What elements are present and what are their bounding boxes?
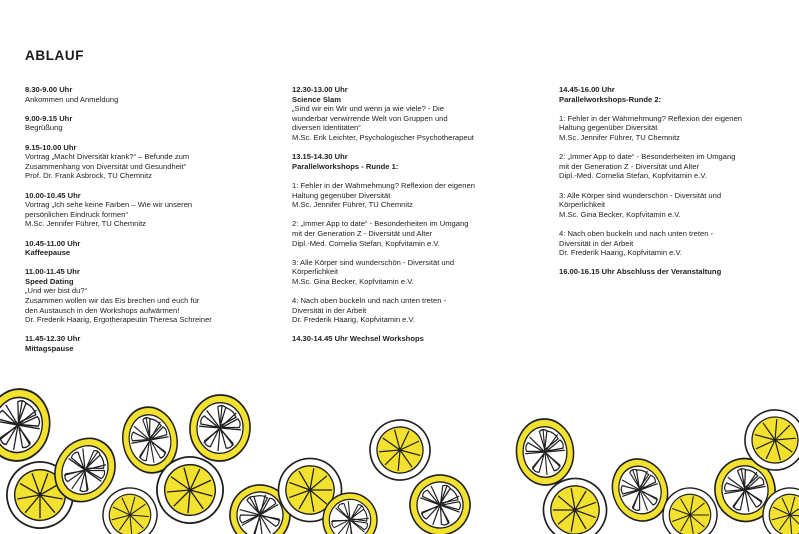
session-title: Kaffeepause [25,248,71,258]
speaker-line: M.Sc. Gina Becker, Kopfvitamin e.V. [292,276,414,286]
workshop-item [292,258,537,287]
description-line: Begrüßung [25,123,63,133]
time-label: 10.45-11.00 Uhr [25,238,81,248]
speaker-line: M.Sc. Erik Leichter, Psychologischer Psychotherapeut [292,132,474,142]
schedule-item [25,191,270,229]
schedule-item [292,334,537,344]
description-line: 1: Fehler in der Wahrnehmung? Reflexion der eigenen [559,113,742,123]
workshop-item [292,219,537,248]
session-title: Speed Dating [25,276,74,286]
schedule-item [559,267,799,277]
speaker-line: Dipl.-Med. Cornelia Stefan, Kopfvitamin e.V. [292,238,440,248]
description-line: mit der Generation Z - Diversität und Alter [559,161,700,171]
speaker-line: Dr. Frederik Haarig, Kopfvitamin e.V. [559,248,682,258]
workshop-item [559,114,799,143]
description-line: Körperlichkeit [292,267,339,277]
time-label: 9.15-10.00 Uhr [25,142,77,152]
time-label: 13.15-14.30 Uhr [292,152,348,162]
time-label: 11.45-12.30 Uhr [25,334,81,344]
speaker-line: Dr. Frederik Haarig, Kopfvitamin e.V. [292,315,415,325]
schedule-item [292,85,537,143]
description-line: 3: Alle Körper sind wunderschön - Diversität und [292,257,455,267]
schedule-column-1 [25,85,270,363]
time-label: 9.00-9.15 Uhr [25,113,73,123]
speaker-line: Dr. Frederik Haarig, Ergotherapeutin Theresa Schreiner [25,315,212,325]
time-label: 14.45-16.00 Uhr [559,85,615,94]
description-line: 4: Nach oben buckeln und nach unten treten - [559,228,714,238]
session-title: Mittagspause [25,344,74,354]
workshop-item [559,229,799,258]
time-label: 12.30-13.00 Uhr [292,85,348,94]
speaker-line: Prof. Dr. Frank Asbrock, TU Chemnitz [25,171,152,181]
speaker-line: M.Sc. Gina Becker, Kopfvitamin e.V. [559,209,681,219]
description-line: Diversität in der Arbeit [292,305,367,315]
session-title: Parallelworkshops-Runde 2: [559,94,662,104]
description-line: Haltung gegenüber Diversität [292,190,391,200]
description-line: den Austausch in den Workshops aufwärmen! [25,305,180,315]
description-line: persönlichen Eindruck formen“ [25,209,128,219]
description-line: Vortrag „Ich sehe keine Farben – Wie wir unseren [25,200,193,210]
description-line: 1: Fehler in der Wahrnehmung? Reflexion der eigenen [292,180,475,190]
description-line: „Und wer bist du?“ [25,286,88,296]
description-line: 2: „Immer App to date“ - Besonderheiten im Umgang [292,219,469,229]
description-line: Vortrag „Macht Diversität krank?“ – Befunde zum [25,152,190,162]
schedule-item [25,114,270,133]
speaker-line: M.Sc. Jennifer Führer, TU Chemnitz [25,219,146,229]
time-label: 14.30-14.45 Uhr Wechsel Workshops [292,334,424,344]
description-line: Körperlichkeit [559,200,606,210]
time-label: 8.30-9.00 Uhr [25,85,73,94]
description-line: Ankommen und Anmeldung [25,94,119,104]
session-title: Parallelworkshops - Runde 1: [292,161,399,171]
description-line: „Sind wir ein Wir und wenn ja wie viele? - Die [292,104,444,114]
speaker-line: Dipl.-Med. Cornelia Stefan, Kopfvitamin e.V. [559,171,707,181]
schedule-column-3 [559,85,799,286]
session-title: Science Slam [292,94,341,104]
time-label: 16.00-16.15 Uhr Abschluss der Veranstaltung [559,267,722,277]
description-line: 4: Nach oben buckeln und nach unten treten - [292,296,447,306]
workshop-item [559,152,799,181]
time-label: 10.00-10.45 Uhr [25,190,81,200]
schedule-column-2 [292,85,537,354]
description-line: 2: „Immer App to date“ - Besonderheiten im Umgang [559,152,736,162]
workshop-item [559,191,799,220]
workshop-item [292,181,537,210]
description-line: Haltung gegenüber Diversität [559,123,658,133]
description-line: mit der Generation Z - Diversität und Alter [292,228,433,238]
description-line: Zusammenhang von Diversität und Gesundheit“ [25,161,187,171]
description-line: 3: Alle Körper sind wunderschön - Diversität und [559,190,722,200]
schedule-item [25,143,270,181]
schedule-item [292,152,537,171]
schedule-item [25,85,270,104]
description-line: wunderbar verwirrende Welt von Gruppen und [292,113,448,123]
schedule-item [25,239,270,258]
speaker-line: M.Sc. Jennifer Führer, TU Chemnitz [292,200,413,210]
workshop-item [292,296,537,325]
description-line: diversen Identitäten“ [292,123,361,133]
schedule-item [25,334,270,353]
schedule-item [25,267,270,325]
lemon-decoration [0,380,799,534]
speaker-line: M.Sc. Jennifer Führer, TU Chemnitz [559,132,680,142]
page-title: ABLAUF [25,48,85,63]
description-line: Diversität in der Arbeit [559,238,634,248]
description-line: Zusammen wollen wir das Eis brechen und euch für [25,296,200,306]
schedule-item [559,85,799,104]
time-label: 11.00-11.45 Uhr [25,267,80,277]
